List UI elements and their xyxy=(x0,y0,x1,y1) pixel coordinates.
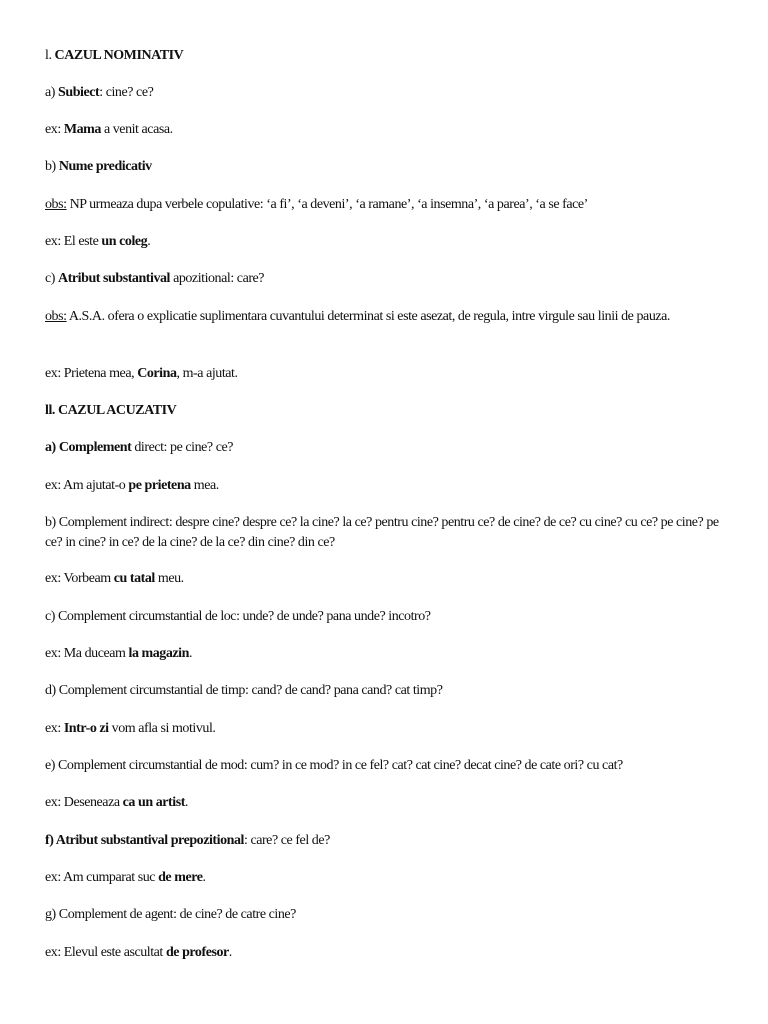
line-example xyxy=(45,232,725,252)
line-subiect xyxy=(45,83,725,103)
text: , m-a ajutat. xyxy=(176,366,238,381)
text: meu. xyxy=(154,571,184,586)
line-example xyxy=(45,793,725,813)
line-example xyxy=(45,364,725,384)
line-example xyxy=(45,476,725,496)
line-observation xyxy=(45,307,725,327)
text: . xyxy=(147,234,151,249)
text: a venit acasa. xyxy=(100,122,173,137)
text: ex: Am ajutat-o xyxy=(45,478,129,493)
text: a) xyxy=(45,440,59,455)
bold-term: de profesor xyxy=(165,945,229,960)
bold-term: un coleg xyxy=(101,234,148,249)
line-atribut-apozitional xyxy=(45,269,725,289)
text: d) Complement circumstantial de timp: cand? de cand? pana cand? cat timp? xyxy=(45,683,443,698)
text: mea. xyxy=(190,478,219,493)
heading-title: CAZUL ACUZATIV xyxy=(57,403,177,418)
line-complement-timp xyxy=(45,681,725,701)
text: . xyxy=(188,646,193,661)
bold-term: Mama xyxy=(63,122,101,137)
text: NP urmeaza dupa verbele copulative: ‘a fi’, ‘a deveni’, ‘a ramane’, ‘a insemna’, ‘a parea’, ‘a se face’ xyxy=(66,197,588,212)
line-example xyxy=(45,943,725,963)
text: direct: pe cine? ce? xyxy=(131,440,234,455)
line-nume-predicativ xyxy=(45,157,725,177)
line-observation xyxy=(45,195,725,215)
obs-label: obs: xyxy=(45,197,67,212)
heading-number: ll. xyxy=(45,403,58,418)
text: ex: Ma duceam xyxy=(45,646,129,661)
section-heading-nominativ xyxy=(45,46,725,66)
text: ex: Vorbeam xyxy=(45,571,114,586)
text: . xyxy=(228,945,232,960)
line-atribut-prepozitional xyxy=(45,831,725,851)
text: c) xyxy=(45,271,59,286)
text: a) xyxy=(45,85,59,100)
heading-number: l. xyxy=(45,48,55,63)
bold-term: Corina xyxy=(137,366,177,381)
text: : cine? ce? xyxy=(99,85,154,100)
line-complement-loc xyxy=(45,607,725,627)
bold-term: Complement xyxy=(58,440,132,455)
bold-term: f) Atribut substantival prepozitional xyxy=(45,833,244,848)
text: ex: Am cumparat suc xyxy=(45,870,159,885)
text: ex: Elevul este ascultat xyxy=(45,945,166,960)
text: g) Complement de agent: de cine? de catre cine? xyxy=(45,907,296,922)
bold-term: Intr-o zi xyxy=(63,721,109,736)
text: ex: El este xyxy=(45,234,102,249)
text: apozitional: care? xyxy=(170,271,265,286)
bold-term: la magazin xyxy=(128,646,189,661)
heading-title: CAZUL NOMINATIV xyxy=(54,48,184,63)
text: vom afla si motivul. xyxy=(108,721,216,736)
bold-term: Nume predicativ xyxy=(58,159,152,174)
bold-term: de mere xyxy=(158,870,203,885)
text: b) Complement indirect: despre cine? despre ce? la cine? la ce? pentru cine? pentru ce? de cine? de ce? cu cine? cu ce? pe cine? pe ce? in cine? in ce? de la cine? de la ce? din cine? din ce? xyxy=(45,515,719,550)
text: A.S.A. ofera o explicatie suplimentara cuvantului determinat si este asezat, de regula, intre virgule sau linii de pauza. xyxy=(66,309,670,324)
line-example xyxy=(45,719,725,739)
line-example xyxy=(45,569,725,589)
bold-term: pe prietena xyxy=(128,478,191,493)
bold-term: Atribut substantival xyxy=(58,271,171,286)
section-heading-acuzativ xyxy=(45,401,725,421)
line-complement-mod xyxy=(45,756,725,776)
line-example xyxy=(45,644,725,664)
line-complement-agent xyxy=(45,905,725,925)
line-example xyxy=(45,120,725,140)
line-complement-direct xyxy=(45,438,725,458)
text: ex: Prietena mea, xyxy=(45,366,138,381)
line-complement-indirect xyxy=(45,513,725,553)
bold-term: ca un artist xyxy=(122,795,185,810)
text: ex: Deseneaza xyxy=(45,795,123,810)
text: b) xyxy=(45,159,59,174)
text: : care? ce fel de? xyxy=(243,833,330,848)
obs-label: obs: xyxy=(45,309,67,324)
line-example xyxy=(45,868,725,888)
text: . xyxy=(184,795,188,810)
text: ex: xyxy=(45,122,64,137)
bold-term: Subiect xyxy=(58,85,100,100)
text: e) Complement circumstantial de mod: cum? in ce mod? in ce fel? cat? cat cine? decat cine? de cate ori? cu cat? xyxy=(45,758,623,773)
text: . xyxy=(202,870,206,885)
text: ex: xyxy=(45,721,64,736)
bold-term: cu tatal xyxy=(113,571,155,586)
text: c) Complement circumstantial de loc: unde? de unde? pana unde? incotro? xyxy=(45,609,431,624)
